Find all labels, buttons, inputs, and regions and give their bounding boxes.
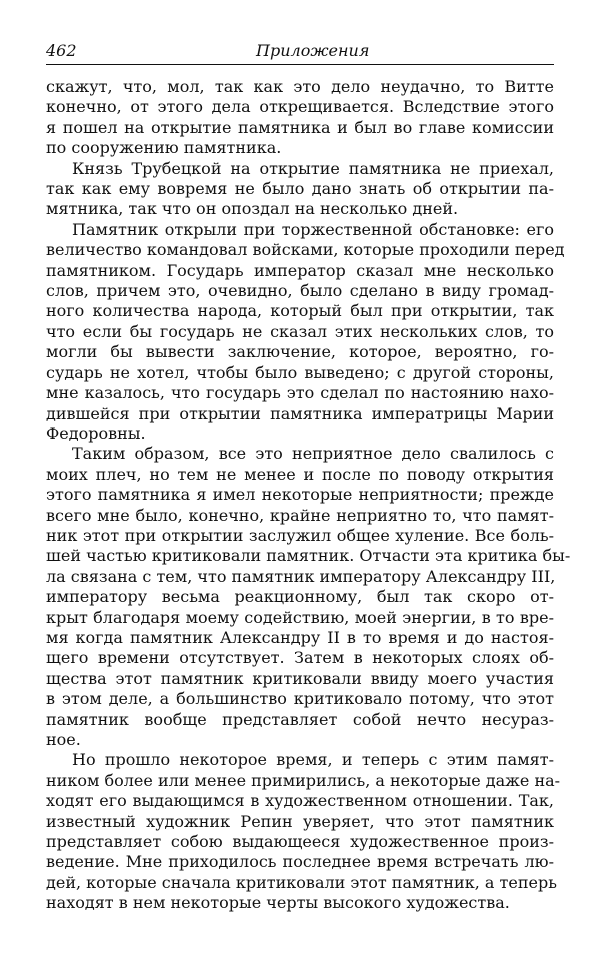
text-line: сударь не хотел, чтобы было выведено; с другой стороны, [46,362,554,382]
text-line: мятника, так что он опоздал на несколько дней. [46,199,459,219]
text-line: этого памятника я имел некоторые неприятности; прежде [46,485,554,505]
page-body [46,77,571,914]
text-line: шей частью критиковали памятник. Отчасти эта критика бы- [46,546,571,566]
text-line: ником более или менее примирились, а некоторые даже на- [46,770,561,790]
text-line: так как ему вовремя не было дано знать об открытии па- [46,179,554,199]
text-line: я пошел на открытие памятника и был во главе комиссии [46,117,554,137]
text-line: известный художник Репин уверяет, что этот памятник [46,811,554,831]
text-line: мне казалось, что государь это сделал по настоянию нахо- [46,383,554,403]
text-line: крыт благодаря моему содействию, моей энергии, в то вре- [46,607,554,627]
text-line: ного количества народа, который был при открытии, так [46,301,554,321]
text-line: моих плеч, но тем не менее и после по поводу открытия [46,464,554,484]
text-line: в этом деле, а большинство критиковало потому, что этот [46,689,554,709]
text-line: Князь Трубецкой на открытие памятника не приехал, [72,158,554,178]
text-line: мя когда памятник Александру II в то время и до настоя- [46,627,554,647]
text-line: Таким образом, все это неприятное дело свалилось с [72,444,554,464]
text-line: могли бы вывести заключение, которое, вероятно, го- [46,342,554,362]
paragraph [46,444,571,750]
text-line: что если бы государь не сказал этих нескольких слов, то [46,321,554,341]
paragraph [46,750,561,913]
text-line: дей, которые сначала критиковали этот памятник, а теперь [46,872,557,892]
text-line: скажут, что, мол, так как это дело неудачно, то Витте [46,77,554,96]
text-line: щего времени отсутствует. Затем в некоторых слоях об- [46,648,554,668]
text-line: конечно, от этого дела открещивается. Вследствие этого [46,97,554,117]
text-line: дившейся при открытии памятника императрицы Марии [46,403,554,423]
text-line: ник этот при открытии заслужил общее хуление. Все боль- [46,525,554,545]
text-line: ведение. Мне приходилось последнее время встречать лю- [46,852,554,872]
text-line: всего мне было, конечно, крайне неприятно то, что памят- [46,505,554,525]
paragraph [46,219,565,444]
page-number: 462 [46,41,77,60]
text-line: находят в нем некоторые черты высокого художества. [46,893,510,913]
text-line: Но прошло некоторое время, и теперь с этим памят- [72,750,554,770]
text-line: Памятник открыли при торжественной обстановке: его [72,219,554,239]
text-line: ное. [46,730,81,749]
text-line: ходят его выдающимся в художественном отношении. Так, [46,791,554,811]
running-title: Приложения [256,41,370,60]
text-line: императору весьма реакционному, был так скоро от- [46,587,554,607]
paragraph [46,77,554,159]
text-line: слов, причем это, очевидно, было сделано в виду громад- [46,281,554,301]
text-line: памятник вообще представляет собой нечто несураз- [46,709,554,729]
text-line: величество командовал войсками, которые проходили перед [46,240,565,260]
page-header [46,40,554,65]
text-line: по сооружению памятника. [46,138,282,158]
text-line: ла связана с тем, что памятник императору Александру III, [46,566,556,586]
paragraph [46,159,554,220]
text-line: памятником. Государь император сказал мне несколько [46,260,554,280]
text-line: щества этот памятник критиковали ввиду моего участия [46,668,554,688]
text-line: представляет собою выдающееся художественное произ- [46,832,554,852]
text-line: Федоровны. [46,423,146,443]
